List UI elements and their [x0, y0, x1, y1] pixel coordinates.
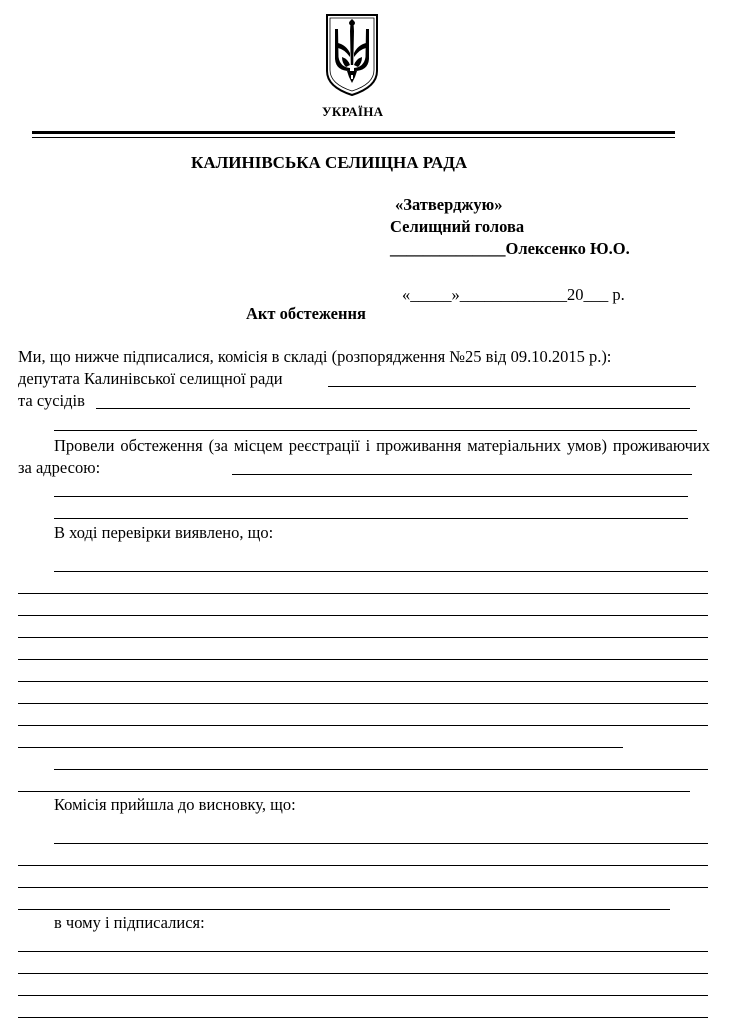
address-fill-line-3[interactable]	[54, 518, 688, 519]
signature-blank[interactable]: ______________	[390, 239, 506, 258]
findings-line[interactable]	[18, 747, 623, 748]
country-label: УКРАЇНА	[322, 104, 384, 119]
header-rule-thin	[32, 137, 675, 138]
deputy-label: депутата Калинівської селищної ради	[18, 369, 283, 388]
findings-line[interactable]	[18, 725, 708, 726]
head-name: Олексенко Ю.О.	[505, 239, 630, 258]
findings-line[interactable]	[54, 571, 708, 572]
findings-line[interactable]	[18, 703, 708, 704]
findings-line[interactable]	[18, 615, 708, 616]
findings-line[interactable]	[54, 769, 708, 770]
neighbors-fill-line-2[interactable]	[54, 430, 697, 431]
approve-label: «Затверджую»	[395, 195, 503, 214]
neighbors-label: та сусідів	[18, 391, 85, 410]
conclusion-line[interactable]	[18, 909, 670, 910]
council-name: КАЛИНІВСЬКА СЕЛИЩНА РАДА	[191, 153, 468, 172]
coat-of-arms-icon	[324, 13, 380, 97]
document-title: Акт обстеження	[246, 304, 366, 323]
neighbors-fill-line[interactable]	[96, 408, 690, 409]
inspection-text: Провели обстеження (за місцем реєстрації і проживання матеріальних умов) проживаючих за адресою:	[18, 436, 710, 477]
findings-label: В ході перевірки виявлено, що:	[54, 523, 274, 542]
address-fill-line[interactable]	[232, 474, 692, 475]
signature-line[interactable]	[18, 995, 708, 996]
approval-date[interactable]: «_____»_____________20___ р.	[402, 285, 625, 304]
signature-line[interactable]	[18, 951, 708, 952]
findings-line[interactable]	[18, 681, 708, 682]
findings-line[interactable]	[18, 593, 708, 594]
position-label: Селищний голова	[390, 217, 525, 236]
signed-label: в чому і підписалися:	[54, 913, 205, 932]
findings-line[interactable]	[18, 659, 708, 660]
deputy-fill-line[interactable]	[328, 386, 696, 387]
findings-line[interactable]	[18, 791, 690, 792]
conclusion-line[interactable]	[18, 865, 708, 866]
address-fill-line-2[interactable]	[54, 496, 688, 497]
conclusion-line[interactable]	[18, 887, 708, 888]
signature-line[interactable]	[18, 1017, 708, 1018]
conclusion-label: Комісія прийшла до висновку, що:	[54, 795, 296, 814]
findings-line[interactable]	[18, 637, 708, 638]
conclusion-line[interactable]	[54, 843, 708, 844]
head-signature-row	[390, 239, 630, 259]
intro-text: Ми, що нижче підписалися, комісія в складі (розпорядження №25 від 09.10.2015 р.):	[18, 347, 612, 366]
header-rule-thick	[32, 131, 675, 134]
signature-line[interactable]	[18, 973, 708, 974]
